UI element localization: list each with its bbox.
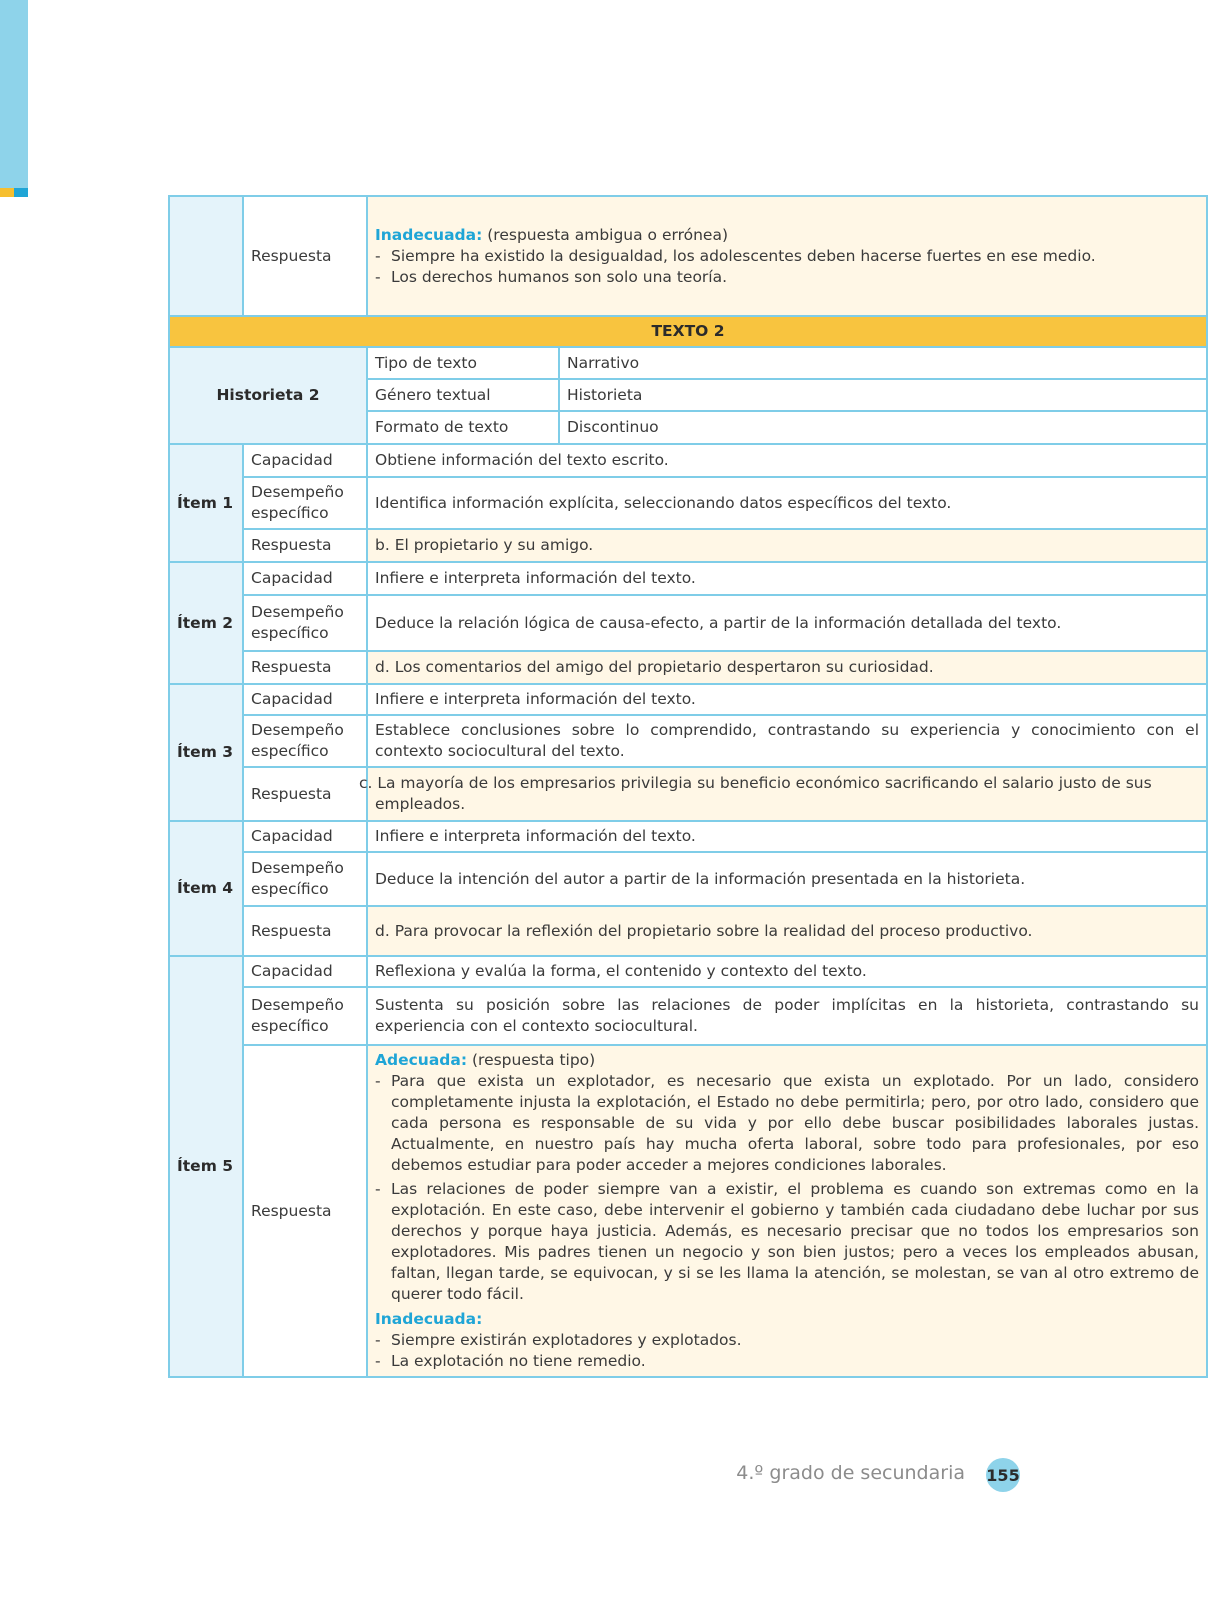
inadecuada-note: (respuesta ambigua o errónea) <box>487 225 729 244</box>
adecuada-note: (respuesta tipo) <box>471 1051 596 1069</box>
list-item: - Las relaciones de poder siempre van a existir, el problema es cuando son extremas como en la explotación. En este caso, debe intervenir el gobierno y también cada ciudadano debe luchar por sus derechos y porque haya justicia. Además, es necesario precisar que no todos los empresarios son explotadores. Mis padres tienen un negocio y son bien justos; pero a veces los empleados abusan, faltan, llegan tarde, se equivocan, y si se les llama la atención, se molestan, se van al otro extremo de querer todo fácil. <box>375 1180 1199 1303</box>
info-label: Formato de texto <box>367 411 559 444</box>
capacidad-text: Infiere e interpreta información del texto. <box>367 684 1207 715</box>
desempeno-text: Sustenta su posición sobre las relaciones de poder implícitas en la historieta, contrastando su experiencia con el contexto sociocultural. <box>367 987 1207 1045</box>
list-item: - Siempre existirán explotadores y explotados. <box>375 1331 742 1349</box>
item-label: Ítem 4 <box>169 821 243 956</box>
top-item-cell <box>169 196 243 316</box>
capacidad-text: Infiere e interpreta información del texto. <box>367 821 1207 852</box>
desempeno-label: Desempeño específico <box>243 595 367 651</box>
list-item: - Los derechos humanos son solo una teoría. <box>375 267 728 286</box>
capacidad-label: Capacidad <box>243 562 367 595</box>
item-label: Ítem 5 <box>169 956 243 1377</box>
respuesta-text: d. Para provocar la reflexión del propietario sobre la realidad del proceso productivo. <box>367 906 1207 956</box>
desempeno-text: Establece conclusiones sobre lo comprendido, contrastando su experiencia y conocimiento con el contexto sociocultural del texto. <box>367 715 1207 767</box>
info-label: Tipo de texto <box>367 347 559 379</box>
top-respuesta-content <box>367 196 1207 316</box>
info-value: Narrativo <box>559 347 1207 379</box>
desempeno-label: Desempeño específico <box>243 715 367 767</box>
evaluation-table <box>168 195 1208 1378</box>
capacidad-label: Capacidad <box>243 684 367 715</box>
desempeno-label: Desempeño específico <box>243 852 367 906</box>
item-label: Ítem 1 <box>169 444 243 562</box>
list-item: - La explotación no tiene remedio. <box>375 1352 646 1370</box>
inadecuada-tag: Inadecuada: <box>375 225 483 244</box>
section-title: TEXTO 2 <box>169 316 1207 347</box>
item-label: Ítem 3 <box>169 684 243 821</box>
respuesta-text: b. El propietario y su amigo. <box>367 529 1207 562</box>
inadecuada-tag: Inadecuada: <box>375 1310 483 1328</box>
respuesta-content <box>367 1045 1207 1377</box>
page-number-badge: 155 <box>986 1458 1020 1492</box>
side-accent-blue <box>14 188 28 197</box>
top-respuesta-label: Respuesta <box>243 196 367 316</box>
desempeno-text: Deduce la intención del autor a partir de la información presentada en la historieta. <box>367 852 1207 906</box>
capacidad-label: Capacidad <box>243 821 367 852</box>
capacidad-label: Capacidad <box>243 956 367 987</box>
text-name: Historieta 2 <box>169 347 367 444</box>
respuesta-text: c. La mayoría de los empresarios privilegia su beneficio económico sacrificando el salario justo de sus empleados. <box>367 767 1207 821</box>
info-value: Discontinuo <box>559 411 1207 444</box>
footer-grade-label: 4.º grado de secundaria <box>736 1462 965 1484</box>
respuesta-label: Respuesta <box>243 906 367 956</box>
info-value: Historieta <box>559 379 1207 411</box>
list-item: - Para que exista un explotador, es necesario que exista un explotado. Por un lado, considero completamente injusta la explotación, el Estado no debe permitirla; pero, por otro lado, considero que cada persona es responsable de su vida y por ello debe buscar posibilidades laborales justas. Actualmente, en nuestro país hay mucha oferta laboral, sobre todo para profesionales, por eso debemos estudiar para poder acceder a mejores condiciones laborales. <box>375 1072 1199 1174</box>
adecuada-tag: Adecuada: <box>375 1051 468 1069</box>
capacidad-text: Obtiene información del texto escrito. <box>367 444 1207 477</box>
info-label: Género textual <box>367 379 559 411</box>
capacidad-text: Infiere e interpreta información del texto. <box>367 562 1207 595</box>
list-item: - Siempre ha existido la desigualdad, los adolescentes deben hacerse fuertes en ese medio. <box>375 246 1096 265</box>
side-accent-yellow <box>0 188 14 197</box>
desempeno-label: Desempeño específico <box>243 477 367 529</box>
respuesta-label: Respuesta <box>243 1045 367 1377</box>
respuesta-label: Respuesta <box>243 529 367 562</box>
capacidad-text: Reflexiona y evalúa la forma, el contenido y contexto del texto. <box>367 956 1207 987</box>
respuesta-text: d. Los comentarios del amigo del propietario despertaron su curiosidad. <box>367 651 1207 684</box>
side-color-bar <box>0 0 28 188</box>
respuesta-label: Respuesta <box>243 767 367 821</box>
desempeno-text: Deduce la relación lógica de causa-efecto, a partir de la información detallada del texto. <box>367 595 1207 651</box>
respuesta-label: Respuesta <box>243 651 367 684</box>
desempeno-text: Identifica información explícita, seleccionando datos específicos del texto. <box>367 477 1207 529</box>
desempeno-label: Desempeño específico <box>243 987 367 1045</box>
capacidad-label: Capacidad <box>243 444 367 477</box>
top-answer-row <box>169 196 1207 316</box>
item-label: Ítem 2 <box>169 562 243 684</box>
